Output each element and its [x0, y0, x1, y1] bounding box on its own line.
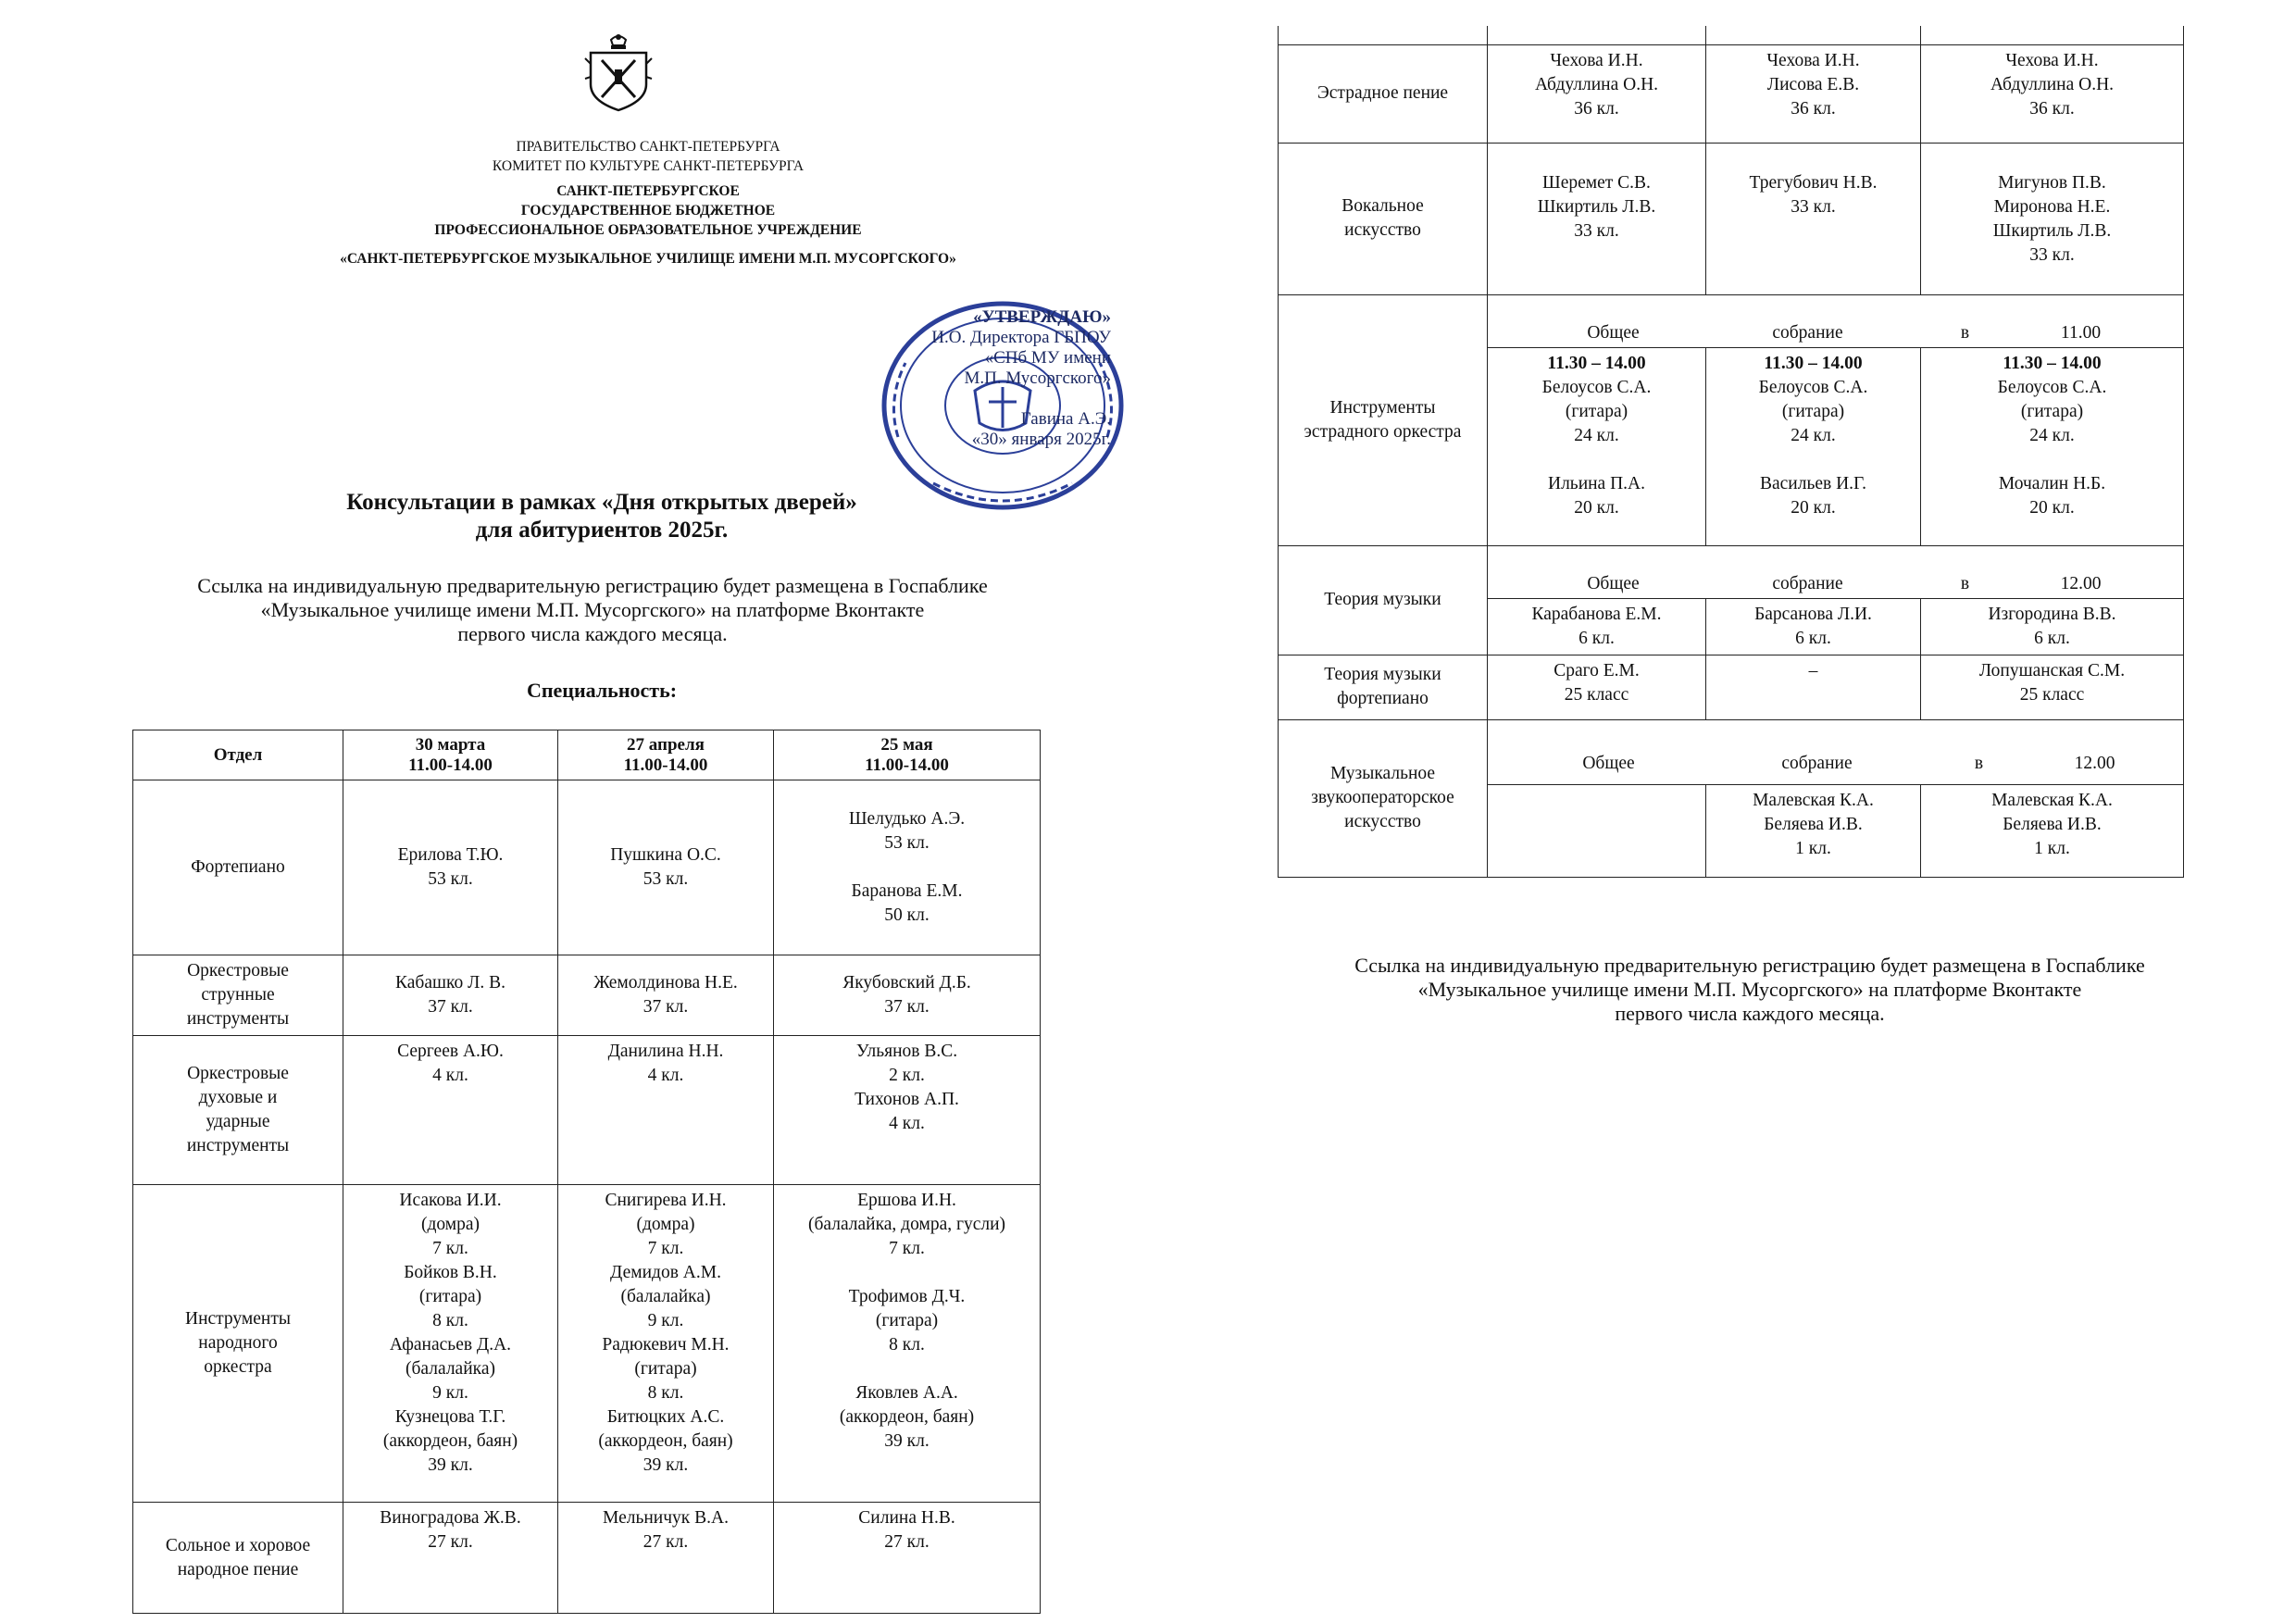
approval-title: «УТВЕРЖДАЮ»	[973, 307, 1111, 327]
dept-cell: Оркестровые струнные инструменты	[133, 955, 343, 1036]
note-line: Ссылка на индивидуальную предварительную регистрацию будет размещена в Госпаблике	[1354, 954, 2145, 977]
teacher-cell: Чехова И.Н. Лисова Е.В. 36 кл.	[1706, 44, 1921, 143]
schedule-table-right	[1278, 26, 2184, 878]
teacher-cell: Шеремет С.В. Шкиртиль Л.В. 33 кл.	[1488, 143, 1706, 294]
assembly-row	[1279, 545, 2184, 598]
table-row-continuation	[1279, 26, 2184, 44]
teacher-cell: Барсанова Л.И. 6 кл.	[1706, 598, 1921, 655]
teacher-cell: Силина Н.В. 27 кл.	[774, 1503, 1041, 1614]
dept-cell: Фортепиано	[133, 780, 343, 955]
teacher-cell	[1488, 784, 1706, 877]
table-row	[133, 1503, 1041, 1614]
teacher-cell	[1706, 347, 1921, 545]
teacher-cell: Мигунов П.В. Миронова Н.Е. Шкиртиль Л.В. 33 кл.	[1921, 143, 2184, 294]
teacher-cell: Карабанова Е.М. 6 кл.	[1488, 598, 1706, 655]
header-line-government: ПРАВИТЕЛЬСТВО САНКТ-ПЕТЕРБУРГА	[516, 139, 780, 155]
note-line: первого числа каждого месяца.	[1615, 1002, 1885, 1025]
teacher-cell: Кабашко Л. В. 37 кл.	[343, 955, 558, 1036]
header-line-committee: КОМИТЕТ ПО КУЛЬТУРЕ САНКТ-ПЕТЕРБУРГА	[492, 158, 805, 174]
teacher-cell: Ершова И.Н. (балалайка, домра, гусли) 7 кл. Трофимов Д.Ч. (гитара) 8 кл. Яковлев А.А. (аккордеон, баян) 39 кл.	[774, 1185, 1041, 1503]
teacher-list: Белоусов С.А. (гитара) 24 кл. Васильев И.Г. 20 кл.	[1758, 377, 1868, 518]
teacher-cell: Жемолдинова Н.Е. 37 кл.	[558, 955, 774, 1036]
header-line-institution-3: ПРОФЕССИОНАЛЬНОЕ ОБРАЗОВАТЕЛЬНОЕ УЧРЕЖДЕНИЕ	[434, 222, 862, 238]
dept-cell: Вокальное искусство	[1279, 143, 1488, 294]
approval-block	[880, 307, 1111, 450]
dept-cell: Инструменты народного оркестра	[133, 1185, 343, 1503]
assembly-word: в	[1974, 754, 1984, 773]
approval-signatory: Гавина А.Э.	[1020, 409, 1111, 429]
approval-org: «СПб МУ имени	[984, 348, 1111, 368]
teacher-cell: Малевская К.А. Беляева И.В. 1 кл.	[1921, 784, 2184, 877]
header-date-3: 25 мая 11.00-14.00	[774, 730, 1041, 780]
teacher-cell: Ерилова Т.Ю. 53 кл.	[343, 780, 558, 955]
time-range: 11.30 – 14.00	[1764, 353, 1863, 373]
table-row	[1279, 44, 2184, 143]
teacher-cell: Чехова И.Н. Абдуллина О.Н. 36 кл.	[1921, 44, 2184, 143]
teacher-list: Белоусов С.А. (гитара) 24 кл. Ильина П.А. 20 кл.	[1541, 377, 1652, 518]
assembly-time: 11.00	[2060, 322, 2102, 343]
teacher-cell: Пушкина О.С. 53 кл.	[558, 780, 774, 955]
note-line: «Музыкальное училище имени М.П. Мусоргского» на платформе Вконтакте	[1417, 978, 2082, 1001]
table-row	[133, 1185, 1041, 1503]
teacher-cell: Снигирева И.Н. (домра) 7 кл. Демидов А.М. (балалайка) 9 кл. Радюкевич М.Н. (гитара) 8 кл. Битюцких А.С. (аккордеон, баян) 39 кл.	[558, 1185, 774, 1503]
general-assembly-notice	[1488, 545, 2184, 598]
document-subtitle: для абитуриентов 2025г.	[475, 518, 729, 543]
time-range: 11.30 – 14.00	[2003, 353, 2102, 373]
assembly-word: собрание	[1781, 754, 1853, 773]
dept-cell: Сольное и хоровое народное пение	[133, 1503, 343, 1614]
dept-cell: Оркестровые духовые и ударные инструменты	[133, 1036, 343, 1185]
general-assembly-notice	[1488, 719, 2184, 784]
note-line: первого числа каждого месяца.	[457, 622, 728, 645]
teacher-cell: Исакова И.И. (домра) 7 кл. Бойков В.Н. (гитара) 8 кл. Афанасьев Д.А. (балалайка) 9 кл. Кузнецова Т.Г. (аккордеон, баян) 39 кл.	[343, 1185, 558, 1503]
dept-cell: Теория музыки фортепиано	[1279, 655, 1488, 719]
teacher-cell: Трегубович Н.В. 33 кл.	[1706, 143, 1921, 294]
assembly-word: собрание	[1772, 573, 1843, 593]
assembly-row	[1279, 719, 2184, 784]
teacher-cell: Ульянов В.С. 2 кл. Тихонов А.П. 4 кл.	[774, 1036, 1041, 1185]
teacher-cell: Лопушанская С.М. 25 класс	[1921, 655, 2184, 719]
teacher-cell: Шелудько А.Э. 53 кл. Баранова Е.М. 50 кл.	[774, 780, 1041, 955]
assembly-time: 12.00	[2060, 573, 2102, 593]
teacher-cell: Сергеев А.Ю. 4 кл.	[343, 1036, 558, 1185]
teacher-cell: Чехова И.Н. Абдуллина О.Н. 36 кл.	[1488, 44, 1706, 143]
note-line: Ссылка на индивидуальную предварительную регистрацию будет размещена в Госпаблике	[197, 574, 988, 597]
header-dept: Отдел	[133, 730, 343, 780]
assembly-word: в	[1960, 573, 1970, 593]
header-line-institution-1: САНКТ-ПЕТЕРБУРГСКОЕ	[556, 183, 740, 199]
teacher-cell: –	[1706, 655, 1921, 719]
time-range: 11.30 – 14.00	[1547, 353, 1646, 373]
document-title: Консультации в рамках «Дня открытых дверей»	[346, 490, 857, 515]
registration-note-repeat	[1241, 954, 2259, 1026]
header-line-institution-2: ГОСУДАРСТВЕННОЕ БЮДЖЕТНОЕ	[520, 203, 776, 218]
approval-position: И.О. Директора ГБПОУ	[931, 328, 1111, 347]
coat-of-arms-emblem	[583, 32, 654, 112]
table-row	[133, 955, 1041, 1036]
teacher-cell: Якубовский Д.Б. 37 кл.	[774, 955, 1041, 1036]
teacher-cell: Изгородина В.В. 6 кл.	[1921, 598, 2184, 655]
teacher-cell: Виноградова Ж.В. 27 кл.	[343, 1503, 558, 1614]
teacher-cell: Малевская К.А. Беляева И.В. 1 кл.	[1706, 784, 1921, 877]
header-date-2: 27 апреля 11.00-14.00	[558, 730, 774, 780]
header-line-institution-name: «САНКТ-ПЕТЕРБУРГСКОЕ МУЗЫКАЛЬНОЕ УЧИЛИЩЕ ИМЕНИ М.П. МУСОРГСКОГО»	[340, 251, 956, 267]
table-row	[133, 1036, 1041, 1185]
teacher-cell	[1488, 347, 1706, 545]
teacher-cell	[1921, 347, 2184, 545]
registration-note	[83, 574, 1102, 646]
teacher-cell: Сраго Е.М. 25 класс	[1488, 655, 1706, 719]
assembly-word: Общее	[1587, 573, 1640, 593]
approval-date: «30» января 2025г.	[971, 430, 1111, 449]
dept-cell: Эстрадное пение	[1279, 44, 1488, 143]
teacher-cell: Данилина Н.Н. 4 кл.	[558, 1036, 774, 1185]
header-date-1: 30 марта 11.00-14.00	[343, 730, 558, 780]
dept-cell: Музыкальное звукооператорское искусство	[1279, 719, 1488, 877]
table-row	[1279, 143, 2184, 294]
assembly-word: в	[1960, 322, 1970, 343]
approval-org-name: М.П. Мусоргского»	[964, 368, 1111, 388]
assembly-time: 12.00	[2074, 754, 2115, 773]
teacher-cell: Мельничук В.А. 27 кл.	[558, 1503, 774, 1614]
assembly-word: собрание	[1772, 322, 1843, 343]
teacher-list: Белоусов С.А. (гитара) 24 кл. Мочалин Н.Б. 20 кл.	[1997, 377, 2107, 518]
dept-cell: Теория музыки	[1279, 545, 1488, 655]
table-row	[1279, 655, 2184, 719]
dept-cell: Инструменты эстрадного оркестра	[1279, 294, 1488, 545]
note-line: «Музыкальное училище имени М.П. Мусоргского» на платформе Вконтакте	[260, 598, 925, 621]
general-assembly-notice	[1488, 294, 2184, 347]
assembly-word: Общее	[1582, 754, 1635, 773]
table-row	[133, 780, 1041, 955]
assembly-word: Общее	[1587, 322, 1640, 343]
table-header-row	[133, 730, 1041, 780]
assembly-row	[1279, 294, 2184, 347]
specialty-label: Специальность:	[526, 679, 678, 702]
schedule-table-left	[132, 730, 1041, 1614]
